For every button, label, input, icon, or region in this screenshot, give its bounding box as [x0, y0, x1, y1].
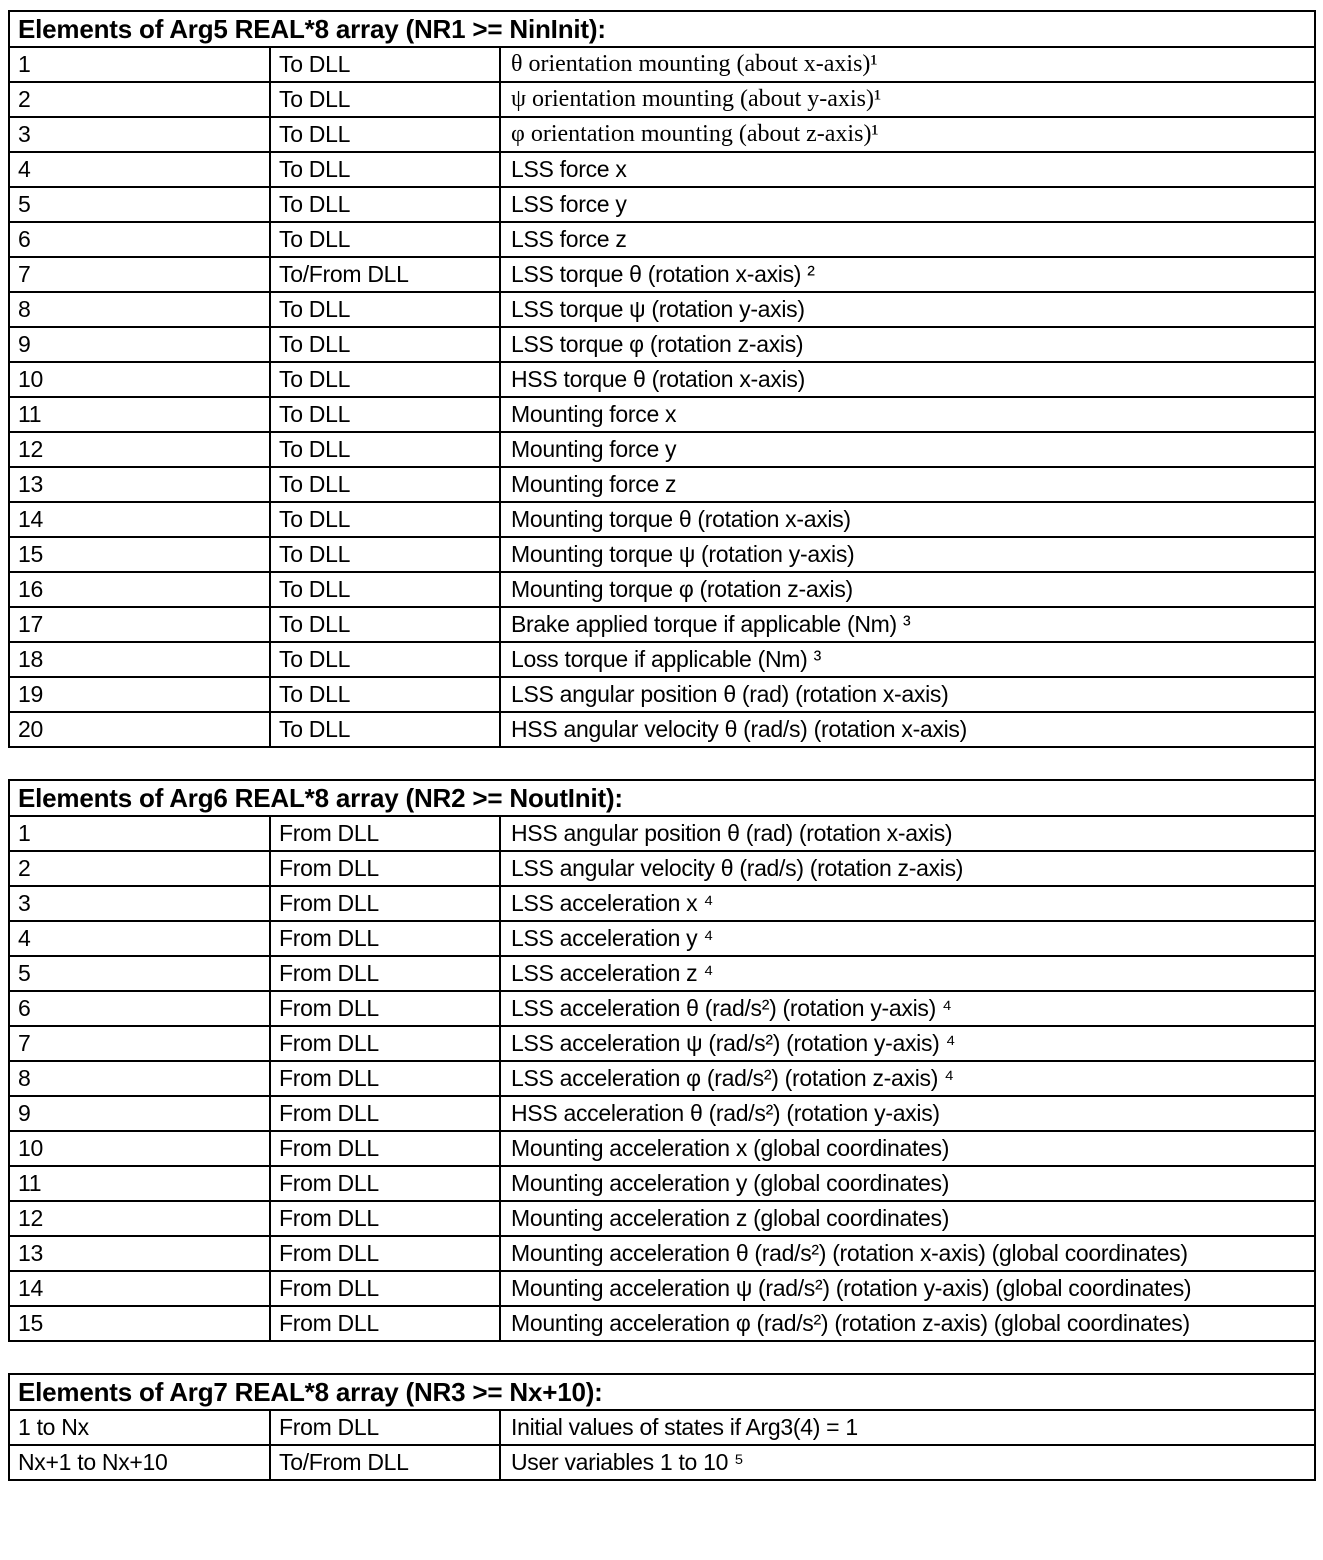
table-row	[10, 466, 1314, 501]
table-row	[10, 256, 1314, 291]
cell-description: Brake applied torque if applicable (Nm) ³	[511, 611, 911, 637]
table-row	[10, 1165, 1314, 1200]
cell-description: LSS angular position θ (rad) (rotation x-axis)	[511, 681, 949, 707]
cell-element-index: 16	[10, 573, 271, 606]
arg7-table-title: Elements of Arg7 REAL*8 array (NR3 >= Nx+10):	[10, 1375, 1314, 1411]
cell-element-index: 2	[10, 852, 271, 885]
cell-description: Mounting torque θ (rotation x-axis)	[511, 506, 851, 532]
table-row	[10, 1270, 1314, 1305]
table-row	[10, 186, 1314, 221]
cell-element-index: 1	[10, 48, 271, 81]
cell-description: Mounting acceleration y (global coordinates)	[511, 1170, 950, 1196]
cell-element-index: 5	[10, 188, 271, 221]
cell-direction: To DLL	[271, 153, 501, 186]
cell-direction: To DLL	[271, 468, 501, 501]
cell-description: LSS acceleration x ⁴	[511, 890, 714, 916]
cell-direction: To DLL	[271, 538, 501, 571]
cell-element-index: 14	[10, 503, 271, 536]
cell-element-index: 3	[10, 118, 271, 151]
cell-element-index: 10	[10, 1132, 271, 1165]
table-row	[10, 920, 1314, 955]
cell-direction: To DLL	[271, 188, 501, 221]
table-row	[10, 291, 1314, 326]
cell-description: Mounting force x	[511, 401, 677, 427]
cell-direction: From DLL	[271, 957, 501, 990]
table-row	[10, 396, 1314, 431]
cell-direction: To DLL	[271, 573, 501, 606]
cell-element-index: 9	[10, 1097, 271, 1130]
table-row	[10, 1235, 1314, 1270]
cell-direction: From DLL	[271, 992, 501, 1025]
cell-direction: From DLL	[271, 817, 501, 850]
cell-direction: From DLL	[271, 1097, 501, 1130]
table-row	[10, 850, 1314, 885]
table-row	[10, 431, 1314, 466]
cell-direction: To DLL	[271, 433, 501, 466]
cell-direction: To DLL	[271, 328, 501, 361]
cell-element-index: 3	[10, 887, 271, 920]
table-row	[10, 361, 1314, 396]
table-row	[10, 221, 1314, 256]
cell-direction: From DLL	[271, 1167, 501, 1200]
cell-description: Mounting acceleration z (global coordinates)	[511, 1205, 950, 1231]
cell-description: LSS angular velocity θ (rad/s) (rotation z-axis)	[511, 855, 964, 881]
cell-direction: From DLL	[271, 1132, 501, 1165]
table-row	[10, 606, 1314, 641]
cell-direction: To DLL	[271, 48, 501, 81]
cell-description: Mounting force y	[511, 436, 677, 462]
cell-direction: To DLL	[271, 713, 501, 746]
cell-element-index: 14	[10, 1272, 271, 1305]
arg7-table-body	[10, 1411, 1314, 1479]
cell-element-index: 8	[10, 293, 271, 326]
cell-direction: To DLL	[271, 643, 501, 676]
cell-element-index: 7	[10, 258, 271, 291]
cell-direction: From DLL	[271, 1062, 501, 1095]
cell-description: Mounting torque φ (rotation z-axis)	[511, 576, 853, 602]
table-row	[10, 326, 1314, 361]
cell-direction: From DLL	[271, 1272, 501, 1305]
table-row	[10, 711, 1314, 746]
cell-description: LSS acceleration ψ (rad/s²) (rotation y-axis) ⁴	[511, 1030, 956, 1056]
table-row	[10, 1444, 1314, 1479]
cell-element-index: 7	[10, 1027, 271, 1060]
cell-direction: To DLL	[271, 118, 501, 151]
cell-description: LSS torque φ (rotation z-axis)	[511, 331, 804, 357]
table-row	[10, 1025, 1314, 1060]
cell-element-index: 6	[10, 992, 271, 1025]
cell-direction: To DLL	[271, 608, 501, 641]
cell-direction: To DLL	[271, 293, 501, 326]
table-row	[10, 955, 1314, 990]
cell-description: LSS acceleration z ⁴	[511, 960, 714, 986]
cell-element-index: 11	[10, 1167, 271, 1200]
arg5-elements-table	[8, 10, 1316, 748]
cell-description: ψ orientation mounting (about y-axis)¹	[511, 86, 882, 112]
table-row	[10, 1305, 1314, 1340]
cell-element-index: 18	[10, 643, 271, 676]
cell-element-index: 17	[10, 608, 271, 641]
cell-element-index: 12	[10, 1202, 271, 1235]
arg5-table-title: Elements of Arg5 REAL*8 array (NR1 >= NinInit):	[10, 12, 1314, 48]
cell-description: Mounting acceleration φ (rad/s²) (rotation z-axis) (global coordinates)	[511, 1310, 1190, 1336]
cell-description: Initial values of states if Arg3(4) = 1	[511, 1414, 858, 1440]
cell-element-index: 5	[10, 957, 271, 990]
cell-direction: To/From DLL	[271, 1446, 501, 1479]
cell-direction: To DLL	[271, 398, 501, 431]
table-row	[10, 536, 1314, 571]
table-row	[10, 990, 1314, 1025]
cell-direction: From DLL	[271, 1237, 501, 1270]
table-spacer	[8, 1342, 1316, 1373]
table-row	[10, 571, 1314, 606]
cell-description: LSS force z	[511, 226, 627, 252]
table-row	[10, 1130, 1314, 1165]
table-row	[10, 116, 1314, 151]
cell-description: θ orientation mounting (about x-axis)¹	[511, 51, 878, 77]
table-row	[10, 676, 1314, 711]
cell-element-index: 20	[10, 713, 271, 746]
cell-element-index: 11	[10, 398, 271, 431]
cell-description: LSS acceleration φ (rad/s²) (rotation z-axis) ⁴	[511, 1065, 954, 1091]
cell-direction: From DLL	[271, 1202, 501, 1235]
cell-element-index: Nx+1 to Nx+10	[10, 1446, 271, 1479]
table-row	[10, 885, 1314, 920]
arg6-table-body	[10, 817, 1314, 1340]
cell-description: LSS force x	[511, 156, 627, 182]
cell-description: HSS acceleration θ (rad/s²) (rotation y-axis)	[511, 1100, 940, 1126]
cell-element-index: 15	[10, 1307, 271, 1340]
arg6-elements-table	[8, 779, 1316, 1342]
table-row	[10, 817, 1314, 850]
cell-direction: To/From DLL	[271, 258, 501, 291]
table-row	[10, 1095, 1314, 1130]
cell-direction: To DLL	[271, 503, 501, 536]
cell-description: Mounting torque ψ (rotation y-axis)	[511, 541, 855, 567]
cell-description: User variables 1 to 10 ⁵	[511, 1449, 744, 1475]
cell-description: Mounting acceleration θ (rad/s²) (rotation x-axis) (global coordinates)	[511, 1240, 1188, 1266]
cell-direction: From DLL	[271, 1411, 501, 1444]
cell-element-index: 15	[10, 538, 271, 571]
cell-element-index: 1 to Nx	[10, 1411, 271, 1444]
cell-element-index: 8	[10, 1062, 271, 1095]
cell-element-index: 19	[10, 678, 271, 711]
table-row	[10, 81, 1314, 116]
cell-element-index: 2	[10, 83, 271, 116]
cell-description: Mounting force z	[511, 471, 677, 497]
cell-description: HSS torque θ (rotation x-axis)	[511, 366, 805, 392]
cell-direction: To DLL	[271, 678, 501, 711]
cell-direction: From DLL	[271, 922, 501, 955]
cell-description: LSS acceleration θ (rad/s²) (rotation y-axis) ⁴	[511, 995, 952, 1021]
cell-element-index: 4	[10, 153, 271, 186]
cell-element-index: 9	[10, 328, 271, 361]
cell-element-index: 6	[10, 223, 271, 256]
cell-description: HSS angular position θ (rad) (rotation x-axis)	[511, 820, 953, 846]
cell-direction: From DLL	[271, 852, 501, 885]
cell-element-index: 13	[10, 1237, 271, 1270]
cell-description: φ orientation mounting (about z-axis)¹	[511, 121, 879, 147]
cell-element-index: 10	[10, 363, 271, 396]
table-row	[10, 48, 1314, 81]
cell-direction: To DLL	[271, 83, 501, 116]
cell-element-index: 13	[10, 468, 271, 501]
table-row	[10, 641, 1314, 676]
cell-element-index: 4	[10, 922, 271, 955]
cell-description: LSS force y	[511, 191, 627, 217]
cell-description: LSS acceleration y ⁴	[511, 925, 714, 951]
table-row	[10, 1411, 1314, 1444]
cell-description: LSS torque ψ (rotation y-axis)	[511, 296, 805, 322]
cell-description: HSS angular velocity θ (rad/s) (rotation x-axis)	[511, 716, 967, 742]
table-row	[10, 1200, 1314, 1235]
cell-direction: To DLL	[271, 363, 501, 396]
cell-description: LSS torque θ (rotation x-axis) ²	[511, 261, 815, 287]
table-spacer	[8, 748, 1316, 779]
cell-description: Loss torque if applicable (Nm) ³	[511, 646, 821, 672]
cell-element-index: 1	[10, 817, 271, 850]
cell-direction: From DLL	[271, 1307, 501, 1340]
arg7-elements-table	[8, 1373, 1316, 1481]
arg6-table-title: Elements of Arg6 REAL*8 array (NR2 >= NoutInit):	[10, 781, 1314, 817]
cell-direction: From DLL	[271, 1027, 501, 1060]
cell-description: Mounting acceleration x (global coordinates)	[511, 1135, 950, 1161]
table-row	[10, 1060, 1314, 1095]
cell-element-index: 12	[10, 433, 271, 466]
table-row	[10, 151, 1314, 186]
cell-direction: To DLL	[271, 223, 501, 256]
table-row	[10, 501, 1314, 536]
cell-direction: From DLL	[271, 887, 501, 920]
cell-description: Mounting acceleration ψ (rad/s²) (rotation y-axis) (global coordinates)	[511, 1275, 1192, 1301]
arg5-table-body	[10, 48, 1314, 746]
